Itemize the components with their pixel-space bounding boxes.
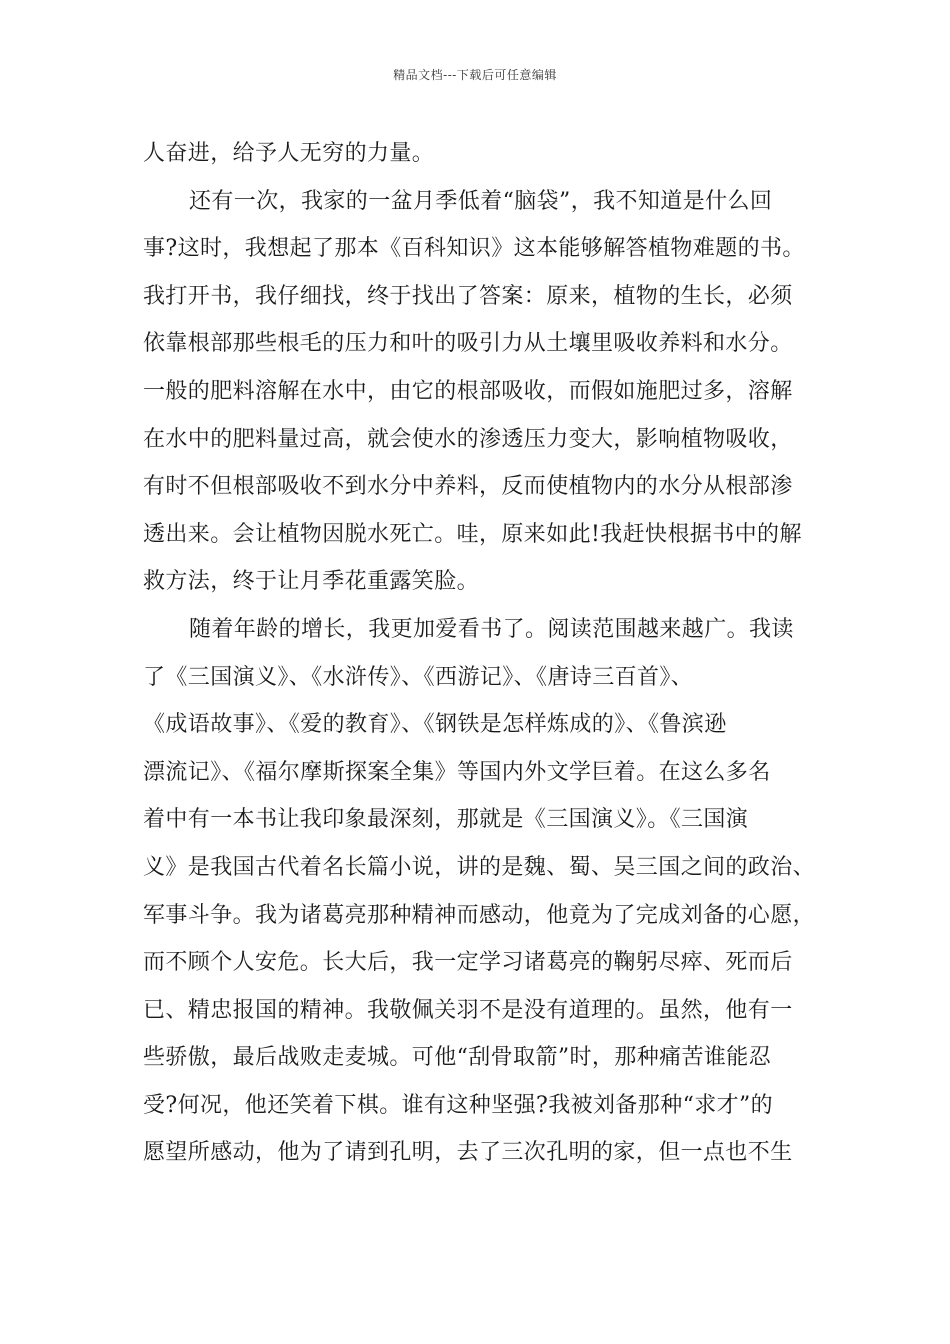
text-line: 有时不但根部吸收不到水分中养料，反而使植物内的水分从根部渗 [143, 474, 793, 500]
text-line: 受?何况，他还笑着下棋。谁有这种坚强?我被刘备那种“求才”的 [143, 1092, 774, 1118]
text-line: 透出来。会让植物因脱水死亡。哇，原来如此!我赶快根据书中的解 [143, 521, 802, 547]
text-line: 一般的肥料溶解在水中，由它的根部吸收，而假如施肥过多，溶解 [143, 378, 793, 404]
text-line: 着中有一本书让我印象最深刻，那就是《三国演义》。《三国演 [143, 807, 749, 833]
text-line: 救方法，终于让月季花重露笑脸。 [143, 569, 480, 595]
text-line: 些骄傲，最后战败走麦城。可他“刮骨取箭”时，那种痛苦谁能忍 [143, 1045, 772, 1071]
text-line: 了《三国演义》、《水浒传》、《西游记》、《唐诗三百首》、 [143, 664, 694, 690]
text-line: 还有一次，我家的一盆月季低着“脑袋”，我不知道是什么回 [189, 188, 773, 214]
text-line: 事?这时，我想起了那本《百科知识》这本能够解答植物难题的书。 [143, 236, 805, 262]
text-line: 漂流记》、《福尔摩斯探案全集》等国内外文学巨着。在这么多名 [143, 759, 771, 785]
text-line: 而不顾个人安危。长大后，我一定学习诸葛亮的鞠躬尽瘁、死而后 [143, 950, 793, 976]
text-line: 愿望所感动，他为了请到孔明，去了三次孔明的家，但一点也不生 [143, 1140, 793, 1166]
text-line: 随着年龄的增长，我更加爱看书了。阅读范围越来越广。我读 [189, 616, 794, 642]
text-line: 《成语故事》、《爱的教育》、《钢铁是怎样炼成的》、《鲁滨逊 [143, 712, 727, 738]
text-line: 我打开书，我仔细找，终于找出了答案：原来，植物的生长，必须 [143, 283, 793, 309]
text-line: 军事斗争。我为诸葛亮那种精神而感动，他竟为了完成刘备的心愿， [143, 902, 816, 928]
text-line: 已、精忠报国的精神。我敬佩关羽不是没有道理的。虽然，他有一 [143, 997, 793, 1023]
text-line: 依靠根部那些根毛的压力和叶的吸引力从土壤里吸收养料和水分。 [143, 331, 793, 357]
page-header: 精品文档---下载后可任意编辑 [393, 68, 557, 82]
body-text [143, 130, 833, 1177]
text-line: 人奋进，给予人无穷的力量。 [143, 141, 435, 166]
text-line: 在水中的肥料量过高，就会使水的渗透压力变大，影响植物吸收， [143, 426, 793, 452]
text-line: 义》是我国古代着名长篇小说，讲的是魏、蜀、吴三国之间的政治、 [143, 854, 816, 880]
